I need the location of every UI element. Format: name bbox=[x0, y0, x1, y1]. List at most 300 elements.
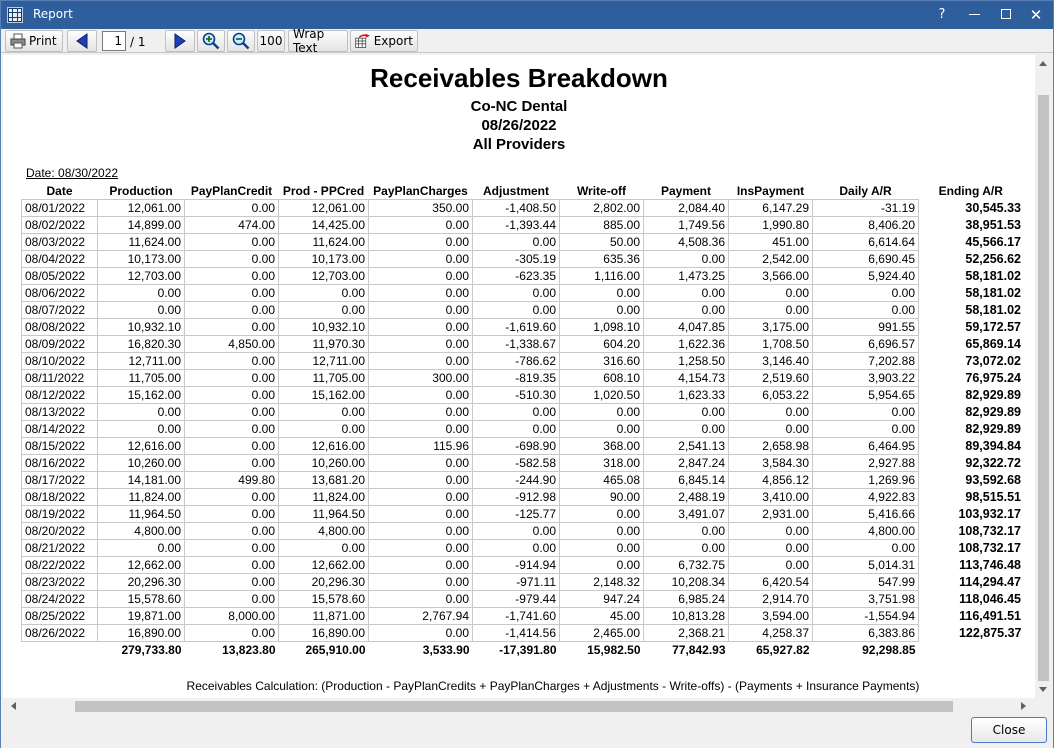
column-header: Ending A/R bbox=[938, 184, 1003, 198]
value-cell: 10,173.00 bbox=[279, 250, 369, 267]
ending-ar-cell: 114,294.47 bbox=[959, 574, 1021, 589]
value-cell: 3,146.40 bbox=[729, 352, 813, 369]
value-cell: 16,890.00 bbox=[98, 624, 185, 641]
value-cell: 11,871.00 bbox=[279, 607, 369, 624]
table-row bbox=[22, 386, 1024, 403]
value-cell: 2,519.60 bbox=[729, 369, 813, 386]
value-cell: 318.00 bbox=[560, 454, 644, 471]
value-cell: 4,850.00 bbox=[185, 335, 279, 352]
table-row bbox=[22, 403, 1024, 420]
value-cell: 6,383.86 bbox=[813, 624, 919, 641]
table-row bbox=[22, 250, 1024, 267]
arrow-left-icon bbox=[75, 33, 89, 49]
value-cell: 0.00 bbox=[369, 471, 473, 488]
value-cell: 2,847.24 bbox=[644, 454, 729, 471]
total-cell bbox=[22, 641, 98, 658]
table-row bbox=[22, 454, 1024, 471]
value-cell: 3,491.07 bbox=[644, 505, 729, 522]
value-cell: 0.00 bbox=[185, 437, 279, 454]
toolbar bbox=[1, 29, 1053, 53]
value-cell: 0.00 bbox=[369, 301, 473, 318]
date-cell: 08/13/2022 bbox=[22, 403, 98, 420]
zoom-in-icon bbox=[202, 32, 220, 50]
next-page-button[interactable] bbox=[165, 30, 195, 52]
page-total: / 1 bbox=[130, 35, 146, 49]
value-cell: 0.00 bbox=[560, 505, 644, 522]
value-cell: -819.35 bbox=[473, 369, 560, 386]
value-cell: -971.11 bbox=[473, 573, 560, 590]
value-cell: 350.00 bbox=[369, 199, 473, 216]
date-cell: 08/06/2022 bbox=[22, 284, 98, 301]
table-row bbox=[22, 233, 1024, 250]
value-cell: 7,202.88 bbox=[813, 352, 919, 369]
value-cell: -1,338.67 bbox=[473, 335, 560, 352]
value-cell: 11,964.50 bbox=[279, 505, 369, 522]
date-cell: 08/22/2022 bbox=[22, 556, 98, 573]
minimize-button[interactable] bbox=[959, 4, 989, 26]
value-cell: 0.00 bbox=[729, 522, 813, 539]
wrap-text-button[interactable] bbox=[288, 27, 348, 55]
table-row bbox=[22, 505, 1024, 522]
date-cell: 08/25/2022 bbox=[22, 607, 98, 624]
table-row bbox=[22, 590, 1024, 607]
value-cell: 0.00 bbox=[369, 216, 473, 233]
ending-ar-cell: 58,181.02 bbox=[965, 302, 1021, 317]
value-cell: 0.00 bbox=[279, 284, 369, 301]
table-row bbox=[22, 624, 1024, 641]
value-cell: 0.00 bbox=[185, 199, 279, 216]
value-cell: 635.36 bbox=[560, 250, 644, 267]
total-cell bbox=[919, 641, 1024, 658]
value-cell: 13,681.20 bbox=[279, 471, 369, 488]
table-row bbox=[22, 199, 1024, 216]
value-cell: 2,368.21 bbox=[644, 624, 729, 641]
value-cell: 11,705.00 bbox=[279, 369, 369, 386]
date-cell: 08/09/2022 bbox=[22, 335, 98, 352]
value-cell: 991.55 bbox=[813, 318, 919, 335]
zoom-100-label: 100 bbox=[259, 34, 283, 48]
value-cell: 0.00 bbox=[98, 420, 185, 437]
value-cell: 6,985.24 bbox=[644, 590, 729, 607]
value-cell: 0.00 bbox=[185, 284, 279, 301]
value-cell: 0.00 bbox=[369, 335, 473, 352]
value-cell: 12,616.00 bbox=[98, 437, 185, 454]
ending-ar-cell: 118,046.45 bbox=[959, 591, 1021, 606]
value-cell: 0.00 bbox=[560, 522, 644, 539]
value-cell: 1,473.25 bbox=[644, 267, 729, 284]
value-cell: 3,175.00 bbox=[729, 318, 813, 335]
vertical-scrollbar[interactable] bbox=[1035, 55, 1052, 698]
value-cell: 1,269.96 bbox=[813, 471, 919, 488]
value-cell: 2,767.94 bbox=[369, 607, 473, 624]
value-cell: 0.00 bbox=[185, 590, 279, 607]
table-row bbox=[22, 216, 1024, 233]
close-window-button[interactable] bbox=[1021, 4, 1051, 26]
value-cell: 0.00 bbox=[729, 420, 813, 437]
value-cell: 0.00 bbox=[813, 284, 919, 301]
column-header: Daily A/R bbox=[839, 183, 892, 198]
scroll-up-icon[interactable] bbox=[1039, 61, 1047, 66]
value-cell: 604.20 bbox=[560, 335, 644, 352]
date-cell: 08/16/2022 bbox=[22, 454, 98, 471]
value-cell: 0.00 bbox=[473, 522, 560, 539]
ending-ar-cell: 76,975.24 bbox=[965, 370, 1021, 385]
value-cell: 2,931.00 bbox=[729, 505, 813, 522]
value-cell: 15,162.00 bbox=[279, 386, 369, 403]
horizontal-scrollbar[interactable] bbox=[3, 698, 1035, 715]
title-bar[interactable] bbox=[1, 1, 1053, 29]
value-cell: 3,751.98 bbox=[813, 590, 919, 607]
wrap-text-label: Wrap Text bbox=[293, 27, 325, 55]
column-header: Production bbox=[109, 183, 173, 198]
value-cell: 4,856.12 bbox=[729, 471, 813, 488]
value-cell: 0.00 bbox=[369, 573, 473, 590]
report-date: 08/26/2022 bbox=[481, 117, 557, 134]
ending-ar-cell: 52,256.62 bbox=[965, 251, 1021, 266]
receivables-calculation: Receivables Calculation: (Production - PayPlanCredits + PayPlanCharges + Adjustments - Write-offs) - (Payments + Insurance Payments) bbox=[186, 679, 920, 693]
value-cell: 12,703.00 bbox=[98, 267, 185, 284]
value-cell: 0.00 bbox=[369, 352, 473, 369]
value-cell: 0.00 bbox=[729, 301, 813, 318]
value-cell: -1,393.44 bbox=[473, 216, 560, 233]
column-header: Payment bbox=[660, 183, 712, 198]
value-cell: 10,932.10 bbox=[98, 318, 185, 335]
column-header: PayPlanCredit bbox=[190, 183, 273, 198]
date-cell: 08/20/2022 bbox=[22, 522, 98, 539]
ending-ar-cell: 103,932.17 bbox=[958, 506, 1021, 521]
ending-ar-cell: 73,072.02 bbox=[965, 353, 1021, 368]
value-cell: -1,408.50 bbox=[473, 199, 560, 216]
date-cell: 08/18/2022 bbox=[22, 488, 98, 505]
help-button[interactable]: ? bbox=[938, 7, 946, 22]
value-cell: 1,622.36 bbox=[644, 335, 729, 352]
value-cell: 300.00 bbox=[369, 369, 473, 386]
value-cell: 11,705.00 bbox=[98, 369, 185, 386]
total-cell: 77,842.93 bbox=[672, 642, 726, 657]
value-cell: 0.00 bbox=[644, 522, 729, 539]
value-cell: 0.00 bbox=[98, 403, 185, 420]
value-cell: 0.00 bbox=[185, 624, 279, 641]
table-row bbox=[22, 284, 1024, 301]
value-cell: -125.77 bbox=[473, 505, 560, 522]
ending-ar-cell: 93,592.68 bbox=[965, 472, 1021, 487]
value-cell: -1,741.60 bbox=[473, 607, 560, 624]
value-cell: 547.99 bbox=[813, 573, 919, 590]
total-cell: 65,927.82 bbox=[756, 642, 810, 657]
zoom-100-button[interactable] bbox=[257, 30, 285, 52]
date-cell: 08/12/2022 bbox=[22, 386, 98, 403]
page-number-input[interactable]: 1 bbox=[102, 31, 126, 51]
value-cell: 0.00 bbox=[729, 556, 813, 573]
value-cell: 368.00 bbox=[560, 437, 644, 454]
value-cell: -582.58 bbox=[473, 454, 560, 471]
value-cell: 0.00 bbox=[185, 573, 279, 590]
value-cell: 0.00 bbox=[473, 284, 560, 301]
value-cell: 14,899.00 bbox=[98, 216, 185, 233]
value-cell: 0.00 bbox=[185, 505, 279, 522]
totals-row bbox=[22, 641, 1024, 658]
value-cell: 1,708.50 bbox=[729, 335, 813, 352]
value-cell: 20,296.30 bbox=[98, 573, 185, 590]
value-cell: 1,990.80 bbox=[729, 216, 813, 233]
column-header: Write-off bbox=[576, 183, 627, 198]
column-header: Adjustment bbox=[483, 183, 549, 198]
value-cell: 11,624.00 bbox=[98, 233, 185, 250]
value-cell: 6,147.29 bbox=[729, 199, 813, 216]
value-cell: 0.00 bbox=[369, 403, 473, 420]
value-cell: 1,749.56 bbox=[644, 216, 729, 233]
value-cell: 0.00 bbox=[185, 250, 279, 267]
value-cell: -698.90 bbox=[473, 437, 560, 454]
value-cell: 3,594.00 bbox=[729, 607, 813, 624]
ending-ar-cell: 113,746.48 bbox=[959, 557, 1021, 572]
value-cell: 451.00 bbox=[729, 233, 813, 250]
run-date: Date: 08/30/2022 bbox=[26, 166, 119, 180]
value-cell: 10,813.28 bbox=[644, 607, 729, 624]
value-cell: 0.00 bbox=[185, 369, 279, 386]
value-cell: 12,616.00 bbox=[279, 437, 369, 454]
date-cell: 08/14/2022 bbox=[22, 420, 98, 437]
value-cell: 0.00 bbox=[644, 284, 729, 301]
ending-ar-cell: 38,951.53 bbox=[965, 217, 1021, 232]
ending-ar-cell: 82,929.89 bbox=[965, 387, 1021, 402]
table-row bbox=[22, 369, 1024, 386]
ending-ar-cell: 108,732.17 bbox=[958, 540, 1021, 555]
value-cell: 0.00 bbox=[369, 318, 473, 335]
value-cell: 608.10 bbox=[560, 369, 644, 386]
date-cell: 08/01/2022 bbox=[22, 199, 98, 216]
value-cell: 0.00 bbox=[644, 403, 729, 420]
value-cell: 15,578.60 bbox=[98, 590, 185, 607]
value-cell: 4,922.83 bbox=[813, 488, 919, 505]
zoom-in-button[interactable] bbox=[197, 30, 225, 52]
value-cell: 0.00 bbox=[729, 539, 813, 556]
value-cell: 0.00 bbox=[279, 403, 369, 420]
value-cell: 2,084.40 bbox=[644, 199, 729, 216]
date-cell: 08/11/2022 bbox=[22, 369, 98, 386]
value-cell: 0.00 bbox=[185, 488, 279, 505]
table-row bbox=[22, 573, 1024, 590]
value-cell: 0.00 bbox=[98, 301, 185, 318]
value-cell: 0.00 bbox=[369, 505, 473, 522]
value-cell: 0.00 bbox=[473, 420, 560, 437]
column-header: Prod - PPCred bbox=[282, 183, 365, 198]
value-cell: 6,053.22 bbox=[729, 386, 813, 403]
date-cell: 08/07/2022 bbox=[22, 301, 98, 318]
value-cell: 0.00 bbox=[185, 301, 279, 318]
table-row bbox=[22, 539, 1024, 556]
value-cell: 0.00 bbox=[185, 233, 279, 250]
value-cell: 0.00 bbox=[185, 454, 279, 471]
report-title: Receivables Breakdown bbox=[370, 63, 668, 93]
value-cell: 16,820.30 bbox=[98, 335, 185, 352]
scroll-right-icon[interactable] bbox=[1021, 702, 1026, 710]
date-cell: 08/19/2022 bbox=[22, 505, 98, 522]
ending-ar-cell: 30,545.33 bbox=[965, 200, 1021, 215]
value-cell: 10,260.00 bbox=[279, 454, 369, 471]
ending-ar-cell: 58,181.02 bbox=[965, 268, 1021, 283]
value-cell: 6,696.57 bbox=[813, 335, 919, 352]
total-cell: 3,533.90 bbox=[422, 642, 470, 657]
ending-ar-cell: 82,929.89 bbox=[965, 421, 1021, 436]
date-cell: 08/02/2022 bbox=[22, 216, 98, 233]
value-cell: 6,614.64 bbox=[813, 233, 919, 250]
value-cell: 0.00 bbox=[369, 420, 473, 437]
vertical-scroll-thumb[interactable] bbox=[1038, 95, 1049, 681]
value-cell: 0.00 bbox=[473, 539, 560, 556]
value-cell: 465.08 bbox=[560, 471, 644, 488]
value-cell: -914.94 bbox=[473, 556, 560, 573]
maximize-icon bbox=[1001, 9, 1011, 19]
ending-ar-cell: 45,566.17 bbox=[965, 234, 1021, 249]
value-cell: 2,488.19 bbox=[644, 488, 729, 505]
value-cell: 12,061.00 bbox=[98, 199, 185, 216]
value-cell: 0.00 bbox=[185, 267, 279, 284]
date-cell: 08/05/2022 bbox=[22, 267, 98, 284]
value-cell: -623.35 bbox=[473, 267, 560, 284]
date-cell: 08/10/2022 bbox=[22, 352, 98, 369]
table-row bbox=[22, 471, 1024, 488]
value-cell: 0.00 bbox=[185, 522, 279, 539]
value-cell: -1,619.60 bbox=[473, 318, 560, 335]
table-row bbox=[22, 522, 1024, 539]
value-cell: 4,800.00 bbox=[98, 522, 185, 539]
ending-ar-cell: 92,322.72 bbox=[965, 455, 1021, 470]
value-cell: 11,970.30 bbox=[279, 335, 369, 352]
value-cell: 2,465.00 bbox=[560, 624, 644, 641]
value-cell: 3,903.22 bbox=[813, 369, 919, 386]
table-row bbox=[22, 607, 1024, 624]
value-cell: 8,406.20 bbox=[813, 216, 919, 233]
close-button[interactable]: Close bbox=[971, 717, 1047, 743]
ending-ar-cell: 82,929.89 bbox=[965, 404, 1021, 419]
date-cell: 08/24/2022 bbox=[22, 590, 98, 607]
value-cell: 0.00 bbox=[279, 539, 369, 556]
ending-ar-cell: 89,394.84 bbox=[965, 438, 1021, 453]
value-cell: 0.00 bbox=[369, 488, 473, 505]
value-cell: 0.00 bbox=[473, 301, 560, 318]
value-cell: 0.00 bbox=[560, 403, 644, 420]
value-cell: 2,542.00 bbox=[729, 250, 813, 267]
value-cell: 0.00 bbox=[560, 301, 644, 318]
value-cell: 0.00 bbox=[185, 539, 279, 556]
date-cell: 08/03/2022 bbox=[22, 233, 98, 250]
value-cell: -786.62 bbox=[473, 352, 560, 369]
value-cell: 0.00 bbox=[185, 420, 279, 437]
bottom-bar bbox=[1, 715, 1053, 748]
value-cell: -1,554.94 bbox=[813, 607, 919, 624]
value-cell: 0.00 bbox=[813, 403, 919, 420]
value-cell: 947.24 bbox=[560, 590, 644, 607]
value-cell: 5,014.31 bbox=[813, 556, 919, 573]
value-cell: 0.00 bbox=[369, 590, 473, 607]
previous-page-button[interactable] bbox=[67, 30, 97, 52]
table-header-row bbox=[22, 183, 1024, 199]
value-cell: 11,824.00 bbox=[279, 488, 369, 505]
value-cell: 12,711.00 bbox=[279, 352, 369, 369]
ending-ar-cell: 58,181.02 bbox=[965, 285, 1021, 300]
value-cell: 50.00 bbox=[560, 233, 644, 250]
value-cell: 0.00 bbox=[560, 284, 644, 301]
close-icon: ✕ bbox=[1029, 6, 1043, 24]
total-cell: 279,733.80 bbox=[121, 642, 182, 657]
value-cell: 45.00 bbox=[560, 607, 644, 624]
table-row bbox=[22, 488, 1024, 505]
value-cell: 10,208.34 bbox=[644, 573, 729, 590]
value-cell: 12,662.00 bbox=[98, 556, 185, 573]
value-cell: 2,541.13 bbox=[644, 437, 729, 454]
value-cell: 14,181.00 bbox=[98, 471, 185, 488]
value-cell: 4,154.73 bbox=[644, 369, 729, 386]
date-cell: 08/26/2022 bbox=[22, 624, 98, 641]
value-cell: 6,420.54 bbox=[729, 573, 813, 590]
value-cell: 0.00 bbox=[729, 403, 813, 420]
value-cell: 15,578.60 bbox=[279, 590, 369, 607]
column-header: Date bbox=[46, 183, 73, 198]
total-cell: -17,391.80 bbox=[499, 642, 557, 657]
value-cell: 885.00 bbox=[560, 216, 644, 233]
value-cell: 0.00 bbox=[813, 539, 919, 556]
value-cell: -244.90 bbox=[473, 471, 560, 488]
value-cell: 12,662.00 bbox=[279, 556, 369, 573]
horizontal-scroll-thumb[interactable] bbox=[75, 701, 953, 712]
value-cell: 2,148.32 bbox=[560, 573, 644, 590]
value-cell: 0.00 bbox=[185, 556, 279, 573]
zoom-out-icon bbox=[232, 32, 250, 50]
value-cell: 115.96 bbox=[369, 437, 473, 454]
column-header: PayPlanCharges bbox=[373, 183, 468, 198]
scroll-left-icon[interactable] bbox=[11, 702, 16, 710]
value-cell: 0.00 bbox=[813, 420, 919, 437]
column-header: InsPayment bbox=[736, 183, 805, 198]
value-cell: 1,623.33 bbox=[644, 386, 729, 403]
value-cell: 0.00 bbox=[369, 284, 473, 301]
value-cell: 10,260.00 bbox=[98, 454, 185, 471]
total-cell: 15,982.50 bbox=[587, 642, 641, 657]
value-cell: -31.19 bbox=[813, 199, 919, 216]
value-cell: -510.30 bbox=[473, 386, 560, 403]
print-button[interactable] bbox=[5, 30, 63, 52]
value-cell: 0.00 bbox=[729, 284, 813, 301]
report-providers: All Providers bbox=[472, 136, 566, 153]
value-cell: 1,258.50 bbox=[644, 352, 729, 369]
value-cell: 0.00 bbox=[98, 539, 185, 556]
value-cell: 0.00 bbox=[98, 284, 185, 301]
value-cell: 5,924.40 bbox=[813, 267, 919, 284]
value-cell: -305.19 bbox=[473, 250, 560, 267]
table-row bbox=[22, 437, 1024, 454]
report-clinic: Co-NC Dental bbox=[470, 98, 568, 115]
value-cell: 11,624.00 bbox=[279, 233, 369, 250]
value-cell: 0.00 bbox=[369, 556, 473, 573]
value-cell: 0.00 bbox=[644, 250, 729, 267]
value-cell: 1,116.00 bbox=[560, 267, 644, 284]
export-button[interactable] bbox=[350, 30, 418, 52]
value-cell: 15,162.00 bbox=[98, 386, 185, 403]
value-cell: 4,047.85 bbox=[644, 318, 729, 335]
report-viewport[interactable] bbox=[3, 55, 1035, 698]
ending-ar-cell: 65,869.14 bbox=[965, 336, 1021, 351]
maximize-button[interactable] bbox=[991, 4, 1021, 26]
value-cell: 0.00 bbox=[473, 403, 560, 420]
value-cell: 0.00 bbox=[369, 386, 473, 403]
value-cell: 0.00 bbox=[185, 352, 279, 369]
value-cell: 0.00 bbox=[369, 250, 473, 267]
scroll-down-icon[interactable] bbox=[1039, 687, 1047, 692]
zoom-out-button[interactable] bbox=[227, 30, 255, 52]
value-cell: 0.00 bbox=[279, 301, 369, 318]
table-row bbox=[22, 318, 1024, 335]
